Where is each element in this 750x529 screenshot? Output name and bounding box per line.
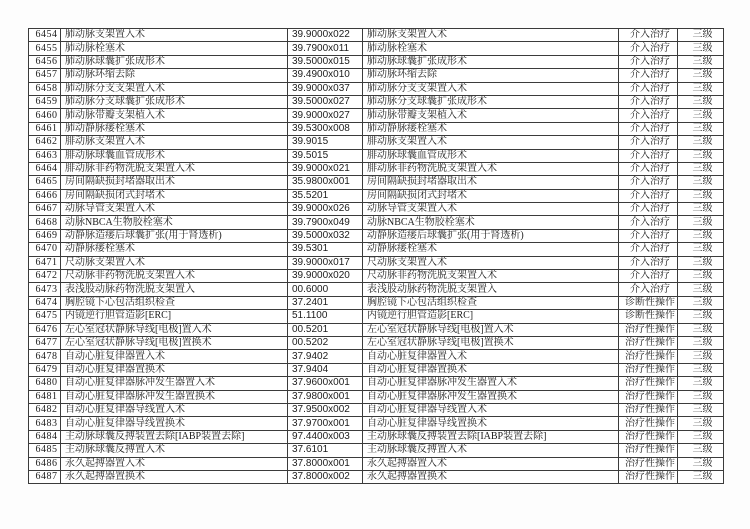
table-row <box>29 444 724 457</box>
table-row <box>29 403 724 416</box>
cell-procedure-code: 37.6101 <box>288 444 363 457</box>
cell-level: 三级 <box>678 403 724 416</box>
cell-category: 治疗性操作 <box>619 390 678 403</box>
cell-category: 介入治疗 <box>619 95 678 108</box>
table-row <box>29 377 724 390</box>
cell-level: 三级 <box>678 229 724 242</box>
cell-procedure-code: 39.5015 <box>288 149 363 162</box>
cell-procedure-name-duplicate: 尺动脉支架置入术 <box>363 256 619 269</box>
cell-category: 治疗性操作 <box>619 377 678 390</box>
table-row <box>29 29 724 42</box>
table-row <box>29 122 724 135</box>
cell-category: 介入治疗 <box>619 162 678 175</box>
cell-procedure-name-duplicate: 永久起搏器置入术 <box>363 457 619 470</box>
table-row <box>29 323 724 336</box>
cell-procedure-code: 37.2401 <box>288 296 363 309</box>
table-row <box>29 203 724 216</box>
cell-procedure-name: 肺动脉带瓣支架植入术 <box>61 109 288 122</box>
cell-procedure-name-duplicate: 自动心脏复律器置入术 <box>363 350 619 363</box>
cell-level: 三级 <box>678 444 724 457</box>
cell-procedure-name: 肺动静脉瘘栓塞术 <box>61 122 288 135</box>
cell-procedure-name: 自动心脏复律器导线置入术 <box>61 403 288 416</box>
table-row <box>29 270 724 283</box>
cell-procedure-name: 永久起搏器置换术 <box>61 470 288 483</box>
cell-category: 治疗性操作 <box>619 350 678 363</box>
cell-category: 介入治疗 <box>619 69 678 82</box>
cell-level: 三级 <box>678 430 724 443</box>
cell-sequence-number: 6480 <box>29 377 61 390</box>
table-row <box>29 55 724 68</box>
cell-sequence-number: 6472 <box>29 270 61 283</box>
cell-procedure-code: 39.5000x015 <box>288 55 363 68</box>
cell-procedure-code: 39.9000x037 <box>288 82 363 95</box>
cell-category: 治疗性操作 <box>619 336 678 349</box>
cell-procedure-name: 肺动脉分支球囊扩张成形术 <box>61 95 288 108</box>
cell-procedure-name-duplicate: 自动心脏复律器脉冲发生器置换术 <box>363 390 619 403</box>
cell-category: 介入治疗 <box>619 109 678 122</box>
cell-level: 三级 <box>678 243 724 256</box>
cell-level: 三级 <box>678 189 724 202</box>
cell-procedure-name-duplicate: 腓动脉非药物洗脱支架置入术 <box>363 162 619 175</box>
cell-procedure-name-duplicate: 动脉NBCA生物胶栓塞术 <box>363 216 619 229</box>
cell-procedure-name: 永久起搏器置入术 <box>61 457 288 470</box>
cell-procedure-name-duplicate: 肺动脉分支支架置入术 <box>363 82 619 95</box>
cell-procedure-name: 房间隔缺损闭式封堵术 <box>61 189 288 202</box>
cell-procedure-code: 39.5301 <box>288 243 363 256</box>
cell-category: 介入治疗 <box>619 122 678 135</box>
cell-level: 三级 <box>678 162 724 175</box>
cell-procedure-code: 39.5000x027 <box>288 95 363 108</box>
cell-procedure-name-duplicate: 肺动脉球囊扩张成形术 <box>363 55 619 68</box>
cell-sequence-number: 6477 <box>29 336 61 349</box>
cell-category: 治疗性操作 <box>619 323 678 336</box>
table-row <box>29 390 724 403</box>
table-row <box>29 42 724 55</box>
cell-procedure-code: 39.9000x026 <box>288 203 363 216</box>
table-row <box>29 109 724 122</box>
cell-procedure-code: 00.5202 <box>288 336 363 349</box>
cell-level: 三级 <box>678 95 724 108</box>
cell-level: 三级 <box>678 122 724 135</box>
cell-level: 三级 <box>678 29 724 42</box>
cell-procedure-code: 35.5201 <box>288 189 363 202</box>
cell-procedure-code: 39.9000x021 <box>288 162 363 175</box>
cell-sequence-number: 6467 <box>29 203 61 216</box>
cell-level: 三级 <box>678 417 724 430</box>
table-row <box>29 136 724 149</box>
cell-level: 三级 <box>678 69 724 82</box>
cell-procedure-name-duplicate: 动脉导管支架置入术 <box>363 203 619 216</box>
cell-procedure-name-duplicate: 自动心脏复律器导线置入术 <box>363 403 619 416</box>
cell-procedure-code: 37.9700x001 <box>288 417 363 430</box>
cell-level: 三级 <box>678 470 724 483</box>
cell-procedure-code: 39.7900x011 <box>288 42 363 55</box>
cell-procedure-name-duplicate: 肺动脉环缩去除 <box>363 69 619 82</box>
cell-procedure-code: 39.9015 <box>288 136 363 149</box>
cell-category: 治疗性操作 <box>619 403 678 416</box>
cell-procedure-name-duplicate: 主动脉球囊反搏置入术 <box>363 444 619 457</box>
cell-procedure-name-duplicate: 肺动脉栓塞术 <box>363 42 619 55</box>
cell-category: 介入治疗 <box>619 189 678 202</box>
cell-procedure-name-duplicate: 肺动静脉瘘栓塞术 <box>363 122 619 135</box>
cell-procedure-name: 自动心脏复律器置换术 <box>61 363 288 376</box>
cell-sequence-number: 6468 <box>29 216 61 229</box>
table-row <box>29 95 724 108</box>
cell-procedure-code: 00.5201 <box>288 323 363 336</box>
cell-sequence-number: 6481 <box>29 390 61 403</box>
cell-procedure-name-duplicate: 动静脉造瘘后球囊扩张(用于肾透析) <box>363 229 619 242</box>
cell-category: 治疗性操作 <box>619 444 678 457</box>
table-row <box>29 176 724 189</box>
cell-procedure-code: 51.1100 <box>288 310 363 323</box>
cell-procedure-name: 动静脉瘘栓塞术 <box>61 243 288 256</box>
cell-category: 治疗性操作 <box>619 430 678 443</box>
cell-procedure-name-duplicate: 内镜逆行胆管造影[ERC] <box>363 310 619 323</box>
cell-sequence-number: 6471 <box>29 256 61 269</box>
cell-procedure-code: 37.9404 <box>288 363 363 376</box>
table-row <box>29 243 724 256</box>
cell-level: 三级 <box>678 149 724 162</box>
cell-procedure-name: 自动心脏复律器脉冲发生器置入术 <box>61 377 288 390</box>
cell-procedure-name: 自动心脏复律器导线置换术 <box>61 417 288 430</box>
cell-level: 三级 <box>678 283 724 296</box>
cell-procedure-code: 37.9600x001 <box>288 377 363 390</box>
cell-procedure-name: 主动脉球囊反搏置入术 <box>61 444 288 457</box>
cell-procedure-name-duplicate: 房间隔缺损封堵器取出术 <box>363 176 619 189</box>
cell-category: 治疗性操作 <box>619 417 678 430</box>
cell-procedure-name-duplicate: 表浅股动脉药物洗脱支架置入 <box>363 283 619 296</box>
cell-procedure-name-duplicate: 房间隔缺损闭式封堵术 <box>363 189 619 202</box>
cell-procedure-name: 左心室冠状静脉导线[电极]置换术 <box>61 336 288 349</box>
cell-sequence-number: 6482 <box>29 403 61 416</box>
cell-category: 介入治疗 <box>619 256 678 269</box>
cell-sequence-number: 6455 <box>29 42 61 55</box>
cell-procedure-name: 肺动脉栓塞术 <box>61 42 288 55</box>
cell-level: 三级 <box>678 323 724 336</box>
cell-procedure-name: 肺动脉分支支架置入术 <box>61 82 288 95</box>
cell-sequence-number: 6458 <box>29 82 61 95</box>
cell-procedure-name: 动脉NBCA生物胶栓塞术 <box>61 216 288 229</box>
cell-category: 介入治疗 <box>619 229 678 242</box>
cell-procedure-name: 主动脉球囊反搏装置去除[IABP装置去除] <box>61 430 288 443</box>
cell-category: 介入治疗 <box>619 176 678 189</box>
cell-procedure-name-duplicate: 主动脉球囊反搏装置去除[IABP装置去除] <box>363 430 619 443</box>
cell-sequence-number: 6469 <box>29 229 61 242</box>
cell-level: 三级 <box>678 270 724 283</box>
cell-sequence-number: 6457 <box>29 69 61 82</box>
cell-sequence-number: 6466 <box>29 189 61 202</box>
cell-category: 介入治疗 <box>619 149 678 162</box>
cell-category: 介入治疗 <box>619 82 678 95</box>
procedure-table-body <box>29 29 724 484</box>
cell-procedure-code: 39.9000x020 <box>288 270 363 283</box>
cell-procedure-name-duplicate: 腓动脉支架置入术 <box>363 136 619 149</box>
cell-level: 三级 <box>678 216 724 229</box>
cell-procedure-name: 表浅股动脉药物洗脱支架置入 <box>61 283 288 296</box>
cell-sequence-number: 6463 <box>29 149 61 162</box>
cell-procedure-code: 97.4400x003 <box>288 430 363 443</box>
cell-procedure-name-duplicate: 动静脉瘘栓塞术 <box>363 243 619 256</box>
cell-level: 三级 <box>678 350 724 363</box>
cell-sequence-number: 6487 <box>29 470 61 483</box>
table-row <box>29 430 724 443</box>
cell-procedure-name: 自动心脏复律器脉冲发生器置换术 <box>61 390 288 403</box>
cell-procedure-name: 动静脉造瘘后球囊扩张(用于肾透析) <box>61 229 288 242</box>
cell-sequence-number: 6456 <box>29 55 61 68</box>
cell-procedure-name-duplicate: 自动心脏复律器脉冲发生器置入术 <box>363 377 619 390</box>
cell-procedure-name-duplicate: 肺动脉分支球囊扩张成形术 <box>363 95 619 108</box>
cell-category: 治疗性操作 <box>619 457 678 470</box>
cell-procedure-name-duplicate: 自动心脏复律器导线置换术 <box>363 417 619 430</box>
cell-category: 治疗性操作 <box>619 363 678 376</box>
cell-procedure-name: 腓动脉支架置入术 <box>61 136 288 149</box>
cell-category: 介入治疗 <box>619 283 678 296</box>
cell-category: 介入治疗 <box>619 216 678 229</box>
cell-level: 三级 <box>678 457 724 470</box>
cell-procedure-code: 00.6000 <box>288 283 363 296</box>
cell-level: 三级 <box>678 176 724 189</box>
cell-procedure-code: 35.9800x001 <box>288 176 363 189</box>
cell-category: 介入治疗 <box>619 55 678 68</box>
cell-procedure-code: 37.8000x001 <box>288 457 363 470</box>
cell-sequence-number: 6484 <box>29 430 61 443</box>
cell-procedure-code: 39.9000x017 <box>288 256 363 269</box>
cell-category: 介入治疗 <box>619 203 678 216</box>
cell-procedure-name: 自动心脏复律器置入术 <box>61 350 288 363</box>
cell-sequence-number: 6454 <box>29 29 61 42</box>
cell-sequence-number: 6473 <box>29 283 61 296</box>
cell-sequence-number: 6486 <box>29 457 61 470</box>
cell-procedure-name: 肺动脉环缩去除 <box>61 69 288 82</box>
table-row <box>29 162 724 175</box>
cell-procedure-name-duplicate: 永久起搏器置换术 <box>363 470 619 483</box>
cell-category: 介入治疗 <box>619 270 678 283</box>
cell-level: 三级 <box>678 109 724 122</box>
cell-level: 三级 <box>678 363 724 376</box>
table-row <box>29 189 724 202</box>
cell-procedure-code: 39.9000x027 <box>288 109 363 122</box>
table-row <box>29 310 724 323</box>
cell-level: 三级 <box>678 310 724 323</box>
cell-level: 三级 <box>678 82 724 95</box>
table-row <box>29 417 724 430</box>
cell-procedure-code: 37.9500x002 <box>288 403 363 416</box>
cell-sequence-number: 6464 <box>29 162 61 175</box>
cell-procedure-name: 肺动脉支架置入术 <box>61 29 288 42</box>
table-row <box>29 296 724 309</box>
cell-category: 介入治疗 <box>619 243 678 256</box>
cell-level: 三级 <box>678 136 724 149</box>
cell-level: 三级 <box>678 336 724 349</box>
table-row <box>29 149 724 162</box>
cell-procedure-name-duplicate: 自动心脏复律器置换术 <box>363 363 619 376</box>
cell-procedure-name: 腓动脉球囊血管成形术 <box>61 149 288 162</box>
cell-procedure-name-duplicate: 左心室冠状静脉导线[电极]置入术 <box>363 323 619 336</box>
table-row <box>29 229 724 242</box>
cell-sequence-number: 6459 <box>29 95 61 108</box>
cell-sequence-number: 6462 <box>29 136 61 149</box>
cell-procedure-name-duplicate: 肺动脉支架置入术 <box>363 29 619 42</box>
cell-procedure-code: 39.9000x022 <box>288 29 363 42</box>
cell-procedure-name: 尺动脉非药物洗脱支架置入术 <box>61 270 288 283</box>
cell-level: 三级 <box>678 42 724 55</box>
cell-procedure-name-duplicate: 胸腔镜下心包活组织检查 <box>363 296 619 309</box>
table-row <box>29 283 724 296</box>
table-row <box>29 82 724 95</box>
cell-procedure-code: 39.4900x010 <box>288 69 363 82</box>
cell-procedure-code: 37.9402 <box>288 350 363 363</box>
cell-category: 介入治疗 <box>619 136 678 149</box>
cell-procedure-code: 37.8000x002 <box>288 470 363 483</box>
cell-sequence-number: 6470 <box>29 243 61 256</box>
cell-level: 三级 <box>678 256 724 269</box>
cell-level: 三级 <box>678 377 724 390</box>
cell-procedure-name: 动脉导管支架置入术 <box>61 203 288 216</box>
cell-procedure-name-duplicate: 左心室冠状静脉导线[电极]置换术 <box>363 336 619 349</box>
table-row <box>29 69 724 82</box>
procedure-table <box>28 28 724 484</box>
cell-sequence-number: 6485 <box>29 444 61 457</box>
cell-procedure-name: 胸腔镜下心包活组织检查 <box>61 296 288 309</box>
cell-category: 介入治疗 <box>619 42 678 55</box>
table-row <box>29 363 724 376</box>
cell-procedure-name-duplicate: 肺动脉带瓣支架植入术 <box>363 109 619 122</box>
cell-procedure-code: 39.7900x049 <box>288 216 363 229</box>
cell-category: 治疗性操作 <box>619 470 678 483</box>
cell-sequence-number: 6475 <box>29 310 61 323</box>
cell-sequence-number: 6478 <box>29 350 61 363</box>
cell-category: 诊断性操作 <box>619 296 678 309</box>
cell-sequence-number: 6460 <box>29 109 61 122</box>
cell-procedure-code: 39.5300x008 <box>288 122 363 135</box>
cell-sequence-number: 6461 <box>29 122 61 135</box>
cell-procedure-code: 37.9800x001 <box>288 390 363 403</box>
cell-sequence-number: 6479 <box>29 363 61 376</box>
cell-sequence-number: 6476 <box>29 323 61 336</box>
table-row <box>29 470 724 483</box>
cell-procedure-name-duplicate: 尺动脉非药物洗脱支架置入术 <box>363 270 619 283</box>
table-row <box>29 350 724 363</box>
cell-procedure-name: 尺动脉支架置入术 <box>61 256 288 269</box>
cell-level: 三级 <box>678 55 724 68</box>
table-row <box>29 256 724 269</box>
table-row <box>29 457 724 470</box>
cell-procedure-name: 内镜逆行胆管造影[ERC] <box>61 310 288 323</box>
cell-level: 三级 <box>678 296 724 309</box>
cell-sequence-number: 6483 <box>29 417 61 430</box>
cell-sequence-number: 6465 <box>29 176 61 189</box>
cell-procedure-name: 房间隔缺损封堵器取出术 <box>61 176 288 189</box>
cell-level: 三级 <box>678 203 724 216</box>
cell-procedure-name: 腓动脉非药物洗脱支架置入术 <box>61 162 288 175</box>
cell-level: 三级 <box>678 390 724 403</box>
cell-category: 诊断性操作 <box>619 310 678 323</box>
cell-procedure-code: 39.5000x032 <box>288 229 363 242</box>
cell-procedure-name-duplicate: 腓动脉球囊血管成形术 <box>363 149 619 162</box>
cell-category: 介入治疗 <box>619 29 678 42</box>
table-row <box>29 336 724 349</box>
cell-procedure-name: 左心室冠状静脉导线[电极]置入术 <box>61 323 288 336</box>
cell-sequence-number: 6474 <box>29 296 61 309</box>
table-row <box>29 216 724 229</box>
cell-procedure-name: 肺动脉球囊扩张成形术 <box>61 55 288 68</box>
